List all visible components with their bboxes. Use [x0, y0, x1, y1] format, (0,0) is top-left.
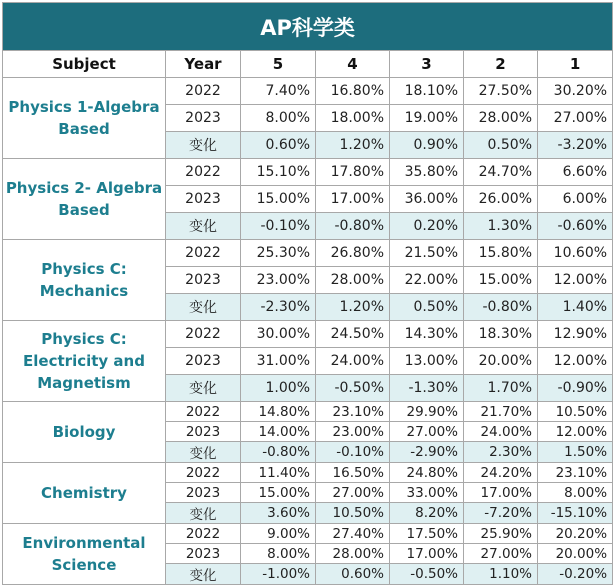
value-cell: 22.00% [390, 267, 464, 294]
year-cell: 2023 [166, 105, 241, 132]
year-cell: 2022 [166, 402, 241, 422]
value-cell: 27.00% [316, 483, 390, 503]
subject-name-line: Science [51, 556, 117, 574]
value-cell: 12.00% [538, 348, 613, 375]
value-cell: 17.00% [464, 483, 538, 503]
year-cell: 2023 [166, 267, 241, 294]
value-cell: 12.90% [538, 321, 613, 348]
subject-name-line: Based [58, 120, 110, 138]
subject-name [3, 78, 166, 159]
table-row [3, 463, 613, 483]
value-cell: 10.60% [538, 240, 613, 267]
value-cell: -15.10% [538, 503, 613, 524]
value-cell: 1.40% [538, 294, 613, 321]
value-cell: 0.50% [464, 132, 538, 159]
value-cell: 10.50% [538, 402, 613, 422]
change-label: 变化 [166, 132, 241, 159]
value-cell: 16.80% [316, 78, 390, 105]
year-cell: 2023 [166, 422, 241, 442]
value-cell: 16.50% [316, 463, 390, 483]
table-row [3, 402, 613, 422]
subject-name [3, 402, 166, 463]
value-cell: 26.00% [464, 186, 538, 213]
year-cell: 2022 [166, 240, 241, 267]
header-year: Year [166, 51, 241, 78]
subject-name-line: Physics 2- Algebra [5, 179, 163, 197]
value-cell: 12.00% [538, 422, 613, 442]
subject-name-line: Magnetism [37, 374, 131, 392]
value-cell: 17.80% [316, 159, 390, 186]
value-cell: 27.00% [538, 105, 613, 132]
value-cell: 1.50% [538, 442, 613, 463]
value-cell: 0.60% [241, 132, 316, 159]
value-cell: 1.10% [464, 564, 538, 585]
year-cell: 2023 [166, 483, 241, 503]
value-cell: 20.00% [464, 348, 538, 375]
value-cell: 25.90% [464, 524, 538, 544]
table-title: AP科学类 [3, 3, 613, 51]
value-cell: 15.00% [464, 267, 538, 294]
subject-name-line: Based [58, 201, 110, 219]
subject-name [3, 159, 166, 240]
value-cell: 18.30% [464, 321, 538, 348]
value-cell: 17.00% [390, 544, 464, 564]
value-cell: 21.50% [390, 240, 464, 267]
value-cell: 17.00% [316, 186, 390, 213]
value-cell: 7.40% [241, 78, 316, 105]
value-cell: 23.10% [316, 402, 390, 422]
value-cell: 24.00% [464, 422, 538, 442]
value-cell: 24.00% [316, 348, 390, 375]
value-cell: 24.20% [464, 463, 538, 483]
value-cell: -0.90% [538, 375, 613, 402]
value-cell: 28.00% [316, 544, 390, 564]
value-cell: 27.50% [464, 78, 538, 105]
value-cell: 27.00% [390, 422, 464, 442]
value-cell: 35.80% [390, 159, 464, 186]
value-cell: 11.40% [241, 463, 316, 483]
table-row [3, 524, 613, 544]
table-row [3, 321, 613, 348]
header-score-2: 2 [464, 51, 538, 78]
value-cell: 13.00% [390, 348, 464, 375]
change-label: 变化 [166, 442, 241, 463]
value-cell: -0.80% [316, 213, 390, 240]
subject-name-line: Physics C: [41, 330, 127, 348]
value-cell: 15.00% [241, 483, 316, 503]
value-cell: -7.20% [464, 503, 538, 524]
value-cell: 15.80% [464, 240, 538, 267]
value-cell: 12.00% [538, 267, 613, 294]
value-cell: 8.00% [241, 105, 316, 132]
ap-science-table [2, 2, 613, 585]
value-cell: -3.20% [538, 132, 613, 159]
value-cell: 25.30% [241, 240, 316, 267]
change-label: 变化 [166, 213, 241, 240]
table-row [3, 159, 613, 186]
value-cell: 23.00% [241, 267, 316, 294]
subject-name-line: Biology [52, 423, 116, 441]
subject-name-line: Physics C: [41, 260, 127, 278]
value-cell: 18.00% [316, 105, 390, 132]
value-cell: 26.80% [316, 240, 390, 267]
value-cell: 19.00% [390, 105, 464, 132]
value-cell: 0.50% [390, 294, 464, 321]
value-cell: 20.20% [538, 524, 613, 544]
value-cell: -1.00% [241, 564, 316, 585]
value-cell: 36.00% [390, 186, 464, 213]
header-subject: Subject [3, 51, 166, 78]
year-cell: 2023 [166, 348, 241, 375]
table-row [3, 78, 613, 105]
value-cell: 29.90% [390, 402, 464, 422]
value-cell: 33.00% [390, 483, 464, 503]
subject-name [3, 321, 166, 402]
value-cell: -1.30% [390, 375, 464, 402]
subject-name [3, 524, 166, 585]
subject-name-line: Environmental [22, 534, 146, 552]
value-cell: 10.50% [316, 503, 390, 524]
value-cell: 24.50% [316, 321, 390, 348]
year-cell: 2022 [166, 78, 241, 105]
value-cell: 0.20% [390, 213, 464, 240]
value-cell: 8.20% [390, 503, 464, 524]
value-cell: 1.20% [316, 294, 390, 321]
value-cell: 14.80% [241, 402, 316, 422]
value-cell: 15.00% [241, 186, 316, 213]
value-cell: 8.00% [538, 483, 613, 503]
value-cell: 24.70% [464, 159, 538, 186]
subject-name-line: Electricity and [23, 352, 145, 370]
subject-name [3, 240, 166, 321]
year-cell: 2023 [166, 544, 241, 564]
value-cell: 27.40% [316, 524, 390, 544]
value-cell: 9.00% [241, 524, 316, 544]
value-cell: -2.90% [390, 442, 464, 463]
value-cell: 31.00% [241, 348, 316, 375]
change-label: 变化 [166, 564, 241, 585]
value-cell: 0.90% [390, 132, 464, 159]
value-cell: 14.30% [390, 321, 464, 348]
value-cell: 1.00% [241, 375, 316, 402]
value-cell: -0.50% [390, 564, 464, 585]
subject-name-line: Physics 1-Algebra [8, 98, 160, 116]
value-cell: 23.10% [538, 463, 613, 483]
value-cell: 3.60% [241, 503, 316, 524]
value-cell: -0.20% [538, 564, 613, 585]
header-score-5: 5 [241, 51, 316, 78]
year-cell: 2022 [166, 524, 241, 544]
header-row [3, 51, 613, 78]
value-cell: 24.80% [390, 463, 464, 483]
value-cell: 14.00% [241, 422, 316, 442]
value-cell: 30.00% [241, 321, 316, 348]
subject-name [3, 463, 166, 524]
year-cell: 2023 [166, 186, 241, 213]
table-body [3, 78, 613, 585]
year-cell: 2022 [166, 321, 241, 348]
value-cell: -0.80% [464, 294, 538, 321]
value-cell: 1.20% [316, 132, 390, 159]
header-score-4: 4 [316, 51, 390, 78]
value-cell: -0.60% [538, 213, 613, 240]
year-cell: 2022 [166, 463, 241, 483]
change-label: 变化 [166, 375, 241, 402]
value-cell: 30.20% [538, 78, 613, 105]
value-cell: 2.30% [464, 442, 538, 463]
change-label: 变化 [166, 503, 241, 524]
value-cell: 23.00% [316, 422, 390, 442]
value-cell: 1.70% [464, 375, 538, 402]
value-cell: 6.00% [538, 186, 613, 213]
value-cell: 27.00% [464, 544, 538, 564]
subject-name-line: Mechanics [39, 282, 129, 300]
value-cell: 0.60% [316, 564, 390, 585]
value-cell: 17.50% [390, 524, 464, 544]
value-cell: 28.00% [464, 105, 538, 132]
value-cell: -0.50% [316, 375, 390, 402]
value-cell: 28.00% [316, 267, 390, 294]
value-cell: -0.80% [241, 442, 316, 463]
value-cell: 1.30% [464, 213, 538, 240]
header-score-1: 1 [538, 51, 613, 78]
value-cell: -2.30% [241, 294, 316, 321]
value-cell: 18.10% [390, 78, 464, 105]
value-cell: 8.00% [241, 544, 316, 564]
value-cell: 6.60% [538, 159, 613, 186]
value-cell: 15.10% [241, 159, 316, 186]
value-cell: -0.10% [316, 442, 390, 463]
value-cell: 20.00% [538, 544, 613, 564]
year-cell: 2022 [166, 159, 241, 186]
value-cell: -0.10% [241, 213, 316, 240]
subject-name-line: Chemistry [41, 484, 127, 502]
table-row [3, 240, 613, 267]
change-label: 变化 [166, 294, 241, 321]
header-score-3: 3 [390, 51, 464, 78]
value-cell: 21.70% [464, 402, 538, 422]
